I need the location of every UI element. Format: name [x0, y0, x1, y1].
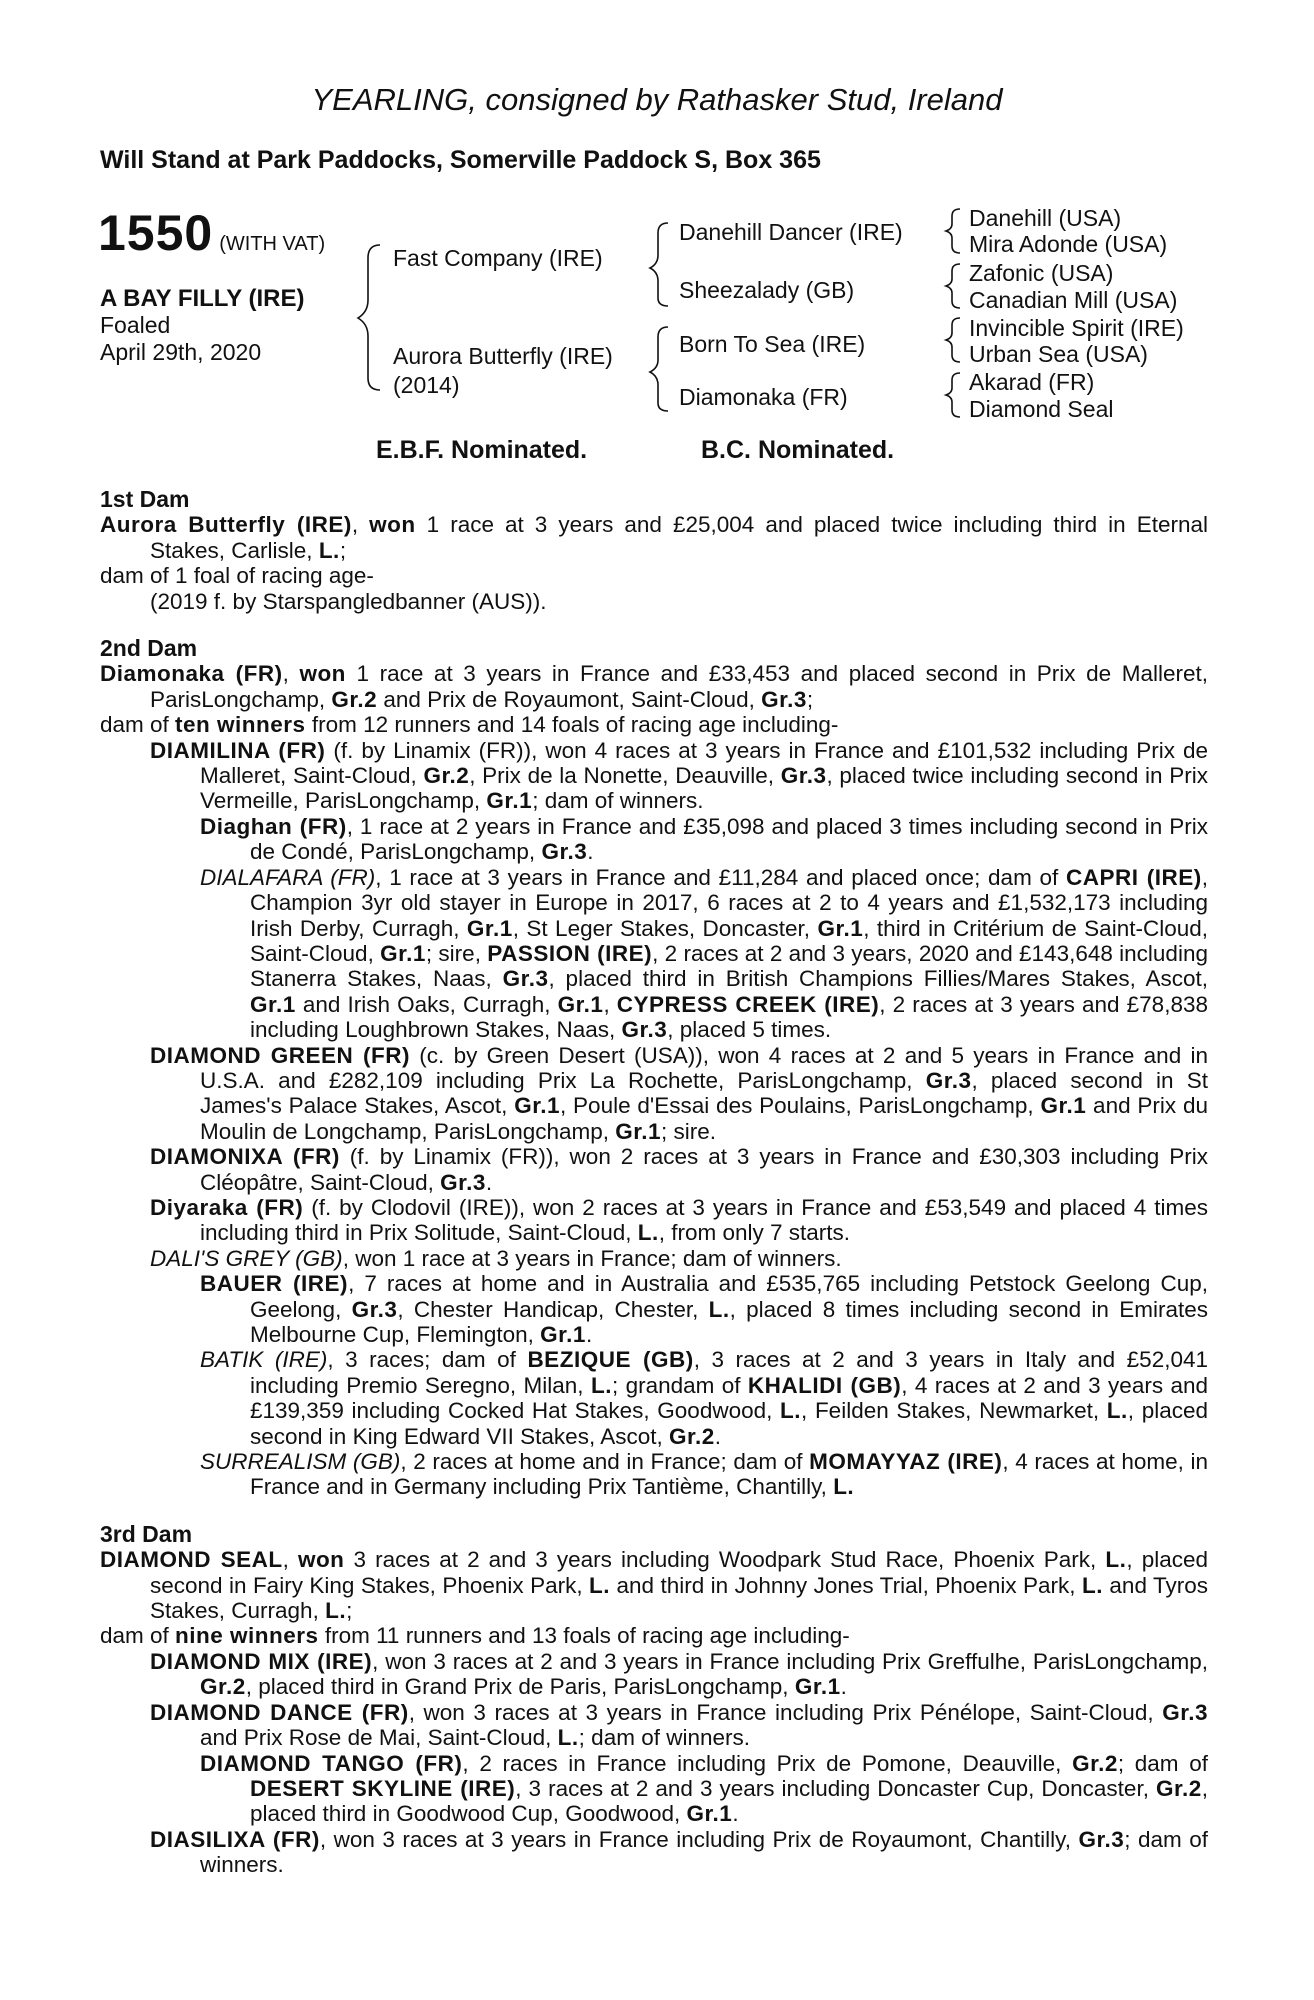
third-dam-record: DIAMOND SEAL, won 3 races at 2 and 3 years including Woodpark Stud Race, Phoenix Park, L., placed second in Fairy King Stakes, Phoenix Park, L. and third in Johnny Jones Trial, Phoenix Park, L. and Tyros Stakes, Curragh, L.;: [100, 1547, 1209, 1624]
lot-number-value: 1550: [98, 205, 214, 261]
foaled-label: Foaled: [100, 312, 171, 338]
pedigree-gen3: Diamond Seal: [969, 396, 1114, 422]
first-dam-record: Aurora Butterfly (IRE), won 1 race at 3 years and £25,004 and placed twice including third in Eternal Stakes, Carlisle, L.;: [100, 512, 1208, 563]
brace-main: [358, 245, 380, 390]
second-dam-heading: 2nd Dam: [100, 635, 198, 662]
brace-dam: [650, 327, 668, 411]
pedigree-sire: Fast Company (IRE): [393, 245, 603, 271]
pedigree-dam-year: (2014): [393, 372, 460, 398]
catalogue-body: [100, 487, 1208, 1878]
dam-name: Aurora Butterfly (IRE): [100, 512, 352, 538]
produce-entry: Diyaraka (FR) (f. by Clodovil (IRE)), won 2 races at 3 years in France and £53,549 and placed 4 times including third in Prix Solitude, Saint-Cloud, L., from only 7 starts.: [150, 1194, 1208, 1246]
produce-entry: DIASILIXA (FR), won 3 races at 3 years in France including Prix de Royaumont, Chantilly, Gr.3; dam of winners.: [150, 1826, 1209, 1878]
produce-entry: DIAMILINA (FR) (f. by Linamix (FR)), won 4 races at 3 years in France and £101,532 including Prix de Malleret, Saint-Cloud, Gr.2, Prix de la Nonette, Deauville, Gr.3, placed twice including second in Prix Vermeille, ParisLongchamp, Gr.1; dam of winners.: [150, 737, 1208, 814]
pedigree-gen3: Canadian Mill (USA): [969, 287, 1178, 313]
consignment-line: YEARLING, consigned by Rathasker Stud, Ireland: [311, 82, 1003, 117]
brace-g3-4: [946, 373, 960, 417]
pedigree-gen3: Mira Adonde (USA): [969, 231, 1168, 257]
horse-title: A BAY FILLY (IRE): [100, 285, 305, 312]
pedigree-gen3: Invincible Spirit (IRE): [969, 315, 1184, 341]
pedigree-gen2: Diamonaka (FR): [679, 384, 848, 410]
second-dam-record: Diamonaka (FR), won 1 race at 3 years in France and £33,453 and placed second in Prix de Malleret, ParisLongchamp, Gr.2 and Prix de Royaumont, Saint-Cloud, Gr.3;: [100, 661, 1208, 712]
brace-g3-1: [946, 209, 960, 253]
pedigree-gen3: Urban Sea (USA): [969, 341, 1148, 367]
produce-entry: Diaghan (FR), 1 race at 2 years in France and £35,098 and placed 3 times including second in Prix de Condé, ParisLongchamp, Gr.3.: [200, 813, 1208, 865]
produce-entry: DIAMOND TANGO (FR), 2 races in France including Prix de Pomone, Deauville, Gr.2; dam of DESERT SKYLINE (IRE), 3 races at 2 and 3 years including Doncaster Cup, Doncaster, Gr.2, placed third in Goodwood Cup, Goodwood, Gr.1.: [200, 1750, 1209, 1827]
produce-entry: BATIK (IRE), 3 races; dam of BEZIQUE (GB), 3 races at 2 and 3 years in Italy and £52,041 including Premio Seregno, Milan, L.; grandam of KHALIDI (GB), 4 races at 2 and 3 years and £139,359 including Cocked Hat Stakes, Goodwood, L., Feilden Stakes, Newmarket, L., placed second in King Edward VII Stakes, Ascot, Gr.2.: [200, 1347, 1208, 1449]
produce-entry: DIAMOND DANCE (FR), won 3 races at 3 years in France including Prix Pénélope, Saint-Cloud, Gr.3 and Prix Rose de Mai, Saint-Cloud, L.; dam of winners.: [150, 1699, 1208, 1751]
produce-entry: DIAMONIXA (FR) (f. by Linamix (FR)), won 2 races at 3 years in France and £30,303 including Prix Cléopâtre, Saint-Cloud, Gr.3.: [150, 1144, 1208, 1195]
first-dam-foal: (2019 f. by Starspangledbanner (AUS)).: [150, 588, 547, 614]
pedigree-gen3: Akarad (FR): [969, 369, 1095, 395]
first-dam-heading: 1st Dam: [100, 486, 190, 512]
produce-entry: BAUER (IRE), 7 races at home and in Australia and £535,765 including Petstock Geelong Cup, Geelong, Gr.3, Chester Handicap, Chester, L., placed 8 times including second in Emirates Melbourne Cup, Flemington, Gr.1.: [200, 1271, 1209, 1347]
produce-entry: DIALAFARA (FR), 1 race at 3 years in France and £11,284 and placed once; dam of CAPRI (IRE), Champion 3yr old stayer in Europe in 2017, 6 races at 2 to 4 years and £1,532,173 including Irish Derby, Curragh, Gr.1, St Leger Stakes, Doncaster, Gr.1, third in Critérium de Saint-Cloud, Saint-Cloud, Gr.1; sire, PASSION (IRE), 2 races at 2 and 3 years, 2020 and £143,648 including Stanerra Stakes, Naas, Gr.3, placed third in British Champions Fillies/Mares Stakes, Ascot, Gr.1 and Irish Oaks, Curragh, Gr.1, CYPRESS CREEK (IRE), 2 races at 3 years and £78,838 including Loughbrown Stakes, Naas, Gr.3, placed 5 times.: [200, 864, 1208, 1043]
produce-entry: DIAMOND GREEN (FR) (c. by Green Desert (USA)), won 4 races at 2 and 5 years in France and in U.S.A. and £282,109 including Prix La Rochette, ParisLongchamp, Gr.3, placed second in St James's Palace Stakes, Ascot, Gr.1, Poule d'Essai des Poulains, ParisLongchamp, Gr.1 and Prix du Moulin de Longchamp, ParisLongchamp, Gr.1; sire.: [150, 1042, 1208, 1144]
bc-nominated: B.C. Nominated.: [701, 436, 895, 464]
third-dam-heading: 3rd Dam: [100, 1520, 193, 1547]
pedigree-gen3: Danehill (USA): [969, 205, 1122, 231]
brace-sire: [650, 223, 668, 306]
pedigree-dam: Aurora Butterfly (IRE): [393, 343, 613, 369]
pedigree-gen2: Born To Sea (IRE): [679, 331, 866, 357]
won-label: won: [369, 512, 416, 538]
produce-entry: DALI'S GREY (GB), won 1 race at 3 years in France; dam of winners.: [150, 1245, 842, 1271]
stand-location: Will Stand at Park Paddocks, Somerville Paddock S, Box 365: [100, 146, 821, 174]
pedigree-gen2: Sheezalady (GB): [679, 277, 855, 303]
pedigree-gen2: Danehill Dancer (IRE): [679, 219, 903, 245]
pedigree-gen3: Zafonic (USA): [969, 260, 1114, 286]
ebf-nominated: E.B.F. Nominated.: [376, 436, 588, 464]
vat-label: (WITH VAT): [219, 233, 326, 255]
third-dam-produce-line: dam of nine winners from 11 runners and 13 foals of racing age including-: [100, 1623, 850, 1649]
foaled-date: April 29th, 2020: [100, 339, 262, 365]
brace-g3-2: [946, 264, 960, 308]
second-dam-produce-line: dam of ten winners from 12 runners and 14 foals of racing age including-: [100, 712, 839, 738]
first-dam-produce-line: dam of 1 foal of racing age-: [100, 563, 374, 589]
produce-entry: SURREALISM (GB), 2 races at home and in France; dam of MOMAYYAZ (IRE), 4 races at home, in France and in Germany including Prix Tantième, Chantilly, L.: [200, 1449, 1209, 1500]
produce-entry: DIAMOND MIX (IRE), won 3 races at 2 and 3 years in France including Prix Greffulhe, ParisLongchamp, Gr.2, placed third in Grand Prix de Paris, ParisLongchamp, Gr.1.: [150, 1648, 1208, 1700]
brace-g3-3: [946, 318, 960, 362]
